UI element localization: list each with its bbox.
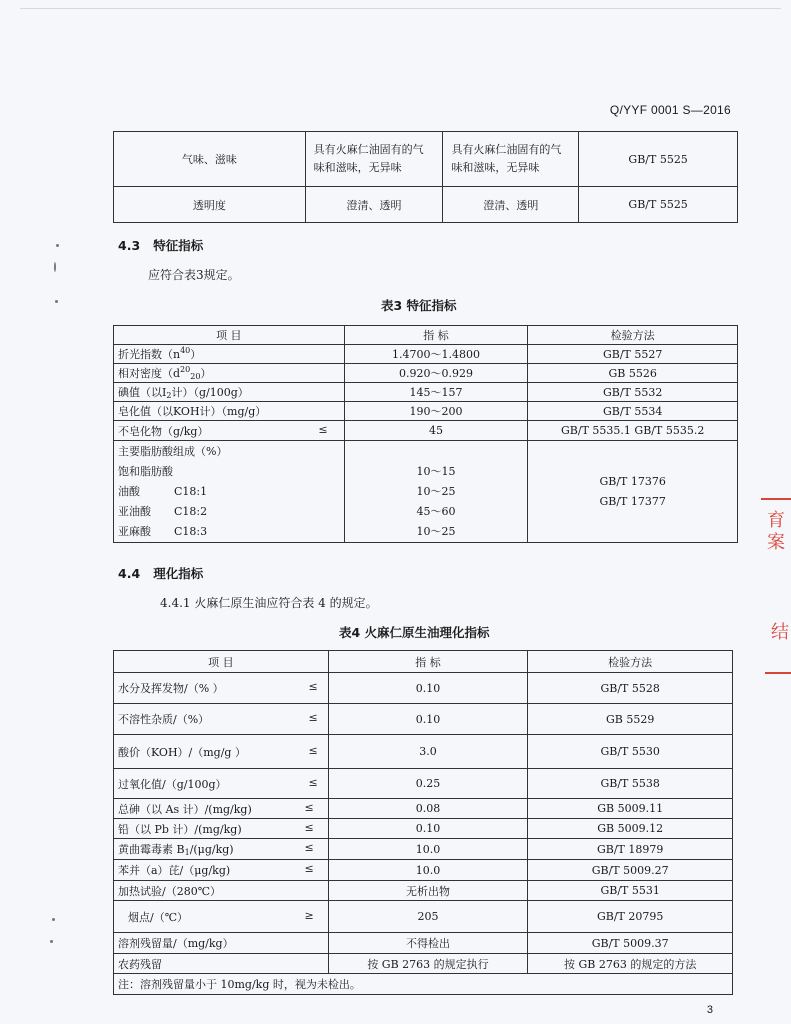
- cell-spec: 3.0: [328, 735, 528, 769]
- cell-spec: 190～200: [344, 402, 528, 421]
- cell-item: 皂化值（以KOH计）（mg/g）: [114, 402, 345, 421]
- scan-speck: [55, 300, 58, 303]
- section-heading-4-3: [118, 236, 203, 254]
- scan-speck: [54, 262, 56, 272]
- cell-spec: 10.0: [328, 839, 528, 860]
- cell-spec: 10～15 10～25 45～60 10～25: [344, 441, 528, 543]
- cell-item: 黄曲霉毒素 $B_1/(\mu g/kg)$ ≤: [114, 839, 329, 860]
- table-row: [114, 799, 733, 819]
- cell-spec: 0.10: [328, 819, 528, 839]
- section-text-4-4-1: 4.4.1 火麻仁原生油应符合表 4 的规定。: [160, 596, 378, 610]
- cell-method: GB/T 5532: [528, 383, 738, 402]
- table-row: [114, 901, 733, 933]
- cell-method: GB/T 5525: [579, 187, 738, 223]
- cell-item: 总砷（以 As 计）/(mg/kg) ≤: [114, 799, 329, 819]
- cell-item: 苯并（a）芘/（μg/kg) ≤: [114, 860, 329, 881]
- limit-symbol: ≤: [318, 422, 328, 436]
- cell-spec: 45: [344, 421, 528, 441]
- cell-method: GB/T 5009.27: [528, 860, 733, 881]
- cell-spec: 145～157: [344, 383, 528, 402]
- table-top-continuation: [113, 131, 738, 223]
- cell-method: GB/T 5528: [528, 673, 733, 704]
- section-title: 特征指标: [153, 238, 204, 253]
- table-row: [114, 187, 738, 223]
- cell-item: 酸价（KOH）/（mg/g ） ≤: [114, 735, 329, 769]
- table-row: [114, 860, 733, 881]
- header-method: 检验方法: [528, 326, 738, 345]
- table-row: [114, 839, 733, 860]
- table-header-row: [114, 326, 738, 345]
- cell-spec: 10.0: [328, 860, 528, 881]
- table-header-row: [114, 651, 733, 673]
- table4-caption: 表4 火麻仁原生油理化指标: [339, 625, 490, 640]
- table-row: [114, 402, 738, 421]
- cell-spec: 具有火麻仁油固有的气味和滋味，无异味: [443, 132, 579, 187]
- cell-item: 烟点/（℃） ≥: [114, 901, 329, 933]
- cell-method: GB 5009.11: [528, 799, 733, 819]
- cell-method: GB 5529: [528, 704, 733, 735]
- section-heading-4-4: [118, 564, 203, 582]
- section-text: 应符合表3规定。: [148, 268, 240, 282]
- table3: [113, 325, 738, 543]
- table-row: [114, 819, 733, 839]
- header-method: 检验方法: [528, 651, 733, 673]
- cell-method: GB/T 5535.1 GB/T 5535.2: [528, 421, 738, 441]
- table-row: [114, 364, 738, 383]
- cell-method: GB/T 5527: [528, 345, 738, 364]
- page-number: 3: [706, 1004, 713, 1016]
- table-row: [114, 132, 738, 187]
- cell-method: GB/T 18979: [528, 839, 733, 860]
- table-row: [114, 345, 738, 364]
- cell-item: 不皂化物（g/kg） ≤: [114, 421, 345, 441]
- table-row: [114, 704, 733, 735]
- cell-item: 不溶性杂质/（%） ≤: [114, 704, 329, 735]
- cell-item: 相对密度$(d^{20}_{20})$: [114, 364, 345, 383]
- scan-speck: [50, 940, 53, 943]
- table-row: [114, 673, 733, 704]
- cell-spec: 不得检出: [328, 933, 528, 954]
- cell-item: 过氧化值/（g/100g） ≤: [114, 769, 329, 799]
- cell-item: 透明度: [114, 187, 306, 223]
- table-row: [114, 769, 733, 799]
- cell-item: 农药残留: [114, 954, 329, 974]
- table3-caption: 表3 特征指标: [381, 298, 457, 313]
- cell-method: GB/T 5534: [528, 402, 738, 421]
- cell-item: 加热试验/（280℃）: [114, 881, 329, 901]
- table-note: 注：溶剂残留量小于 10mg/kg 时，视为未检出。: [114, 974, 733, 995]
- fatty-title: 主要脂肪酸组成（%）: [118, 445, 228, 458]
- stamp-fragment: 育 案: [761, 498, 791, 628]
- fatty-row: 饱和脂肪酸: [118, 465, 173, 478]
- table-row: [114, 881, 733, 901]
- cell-spec: 0.10: [328, 704, 528, 735]
- table-note-row: [114, 974, 733, 995]
- table-row: [114, 735, 733, 769]
- cell-method: GB 5009.12: [528, 819, 733, 839]
- cell-item: [114, 441, 345, 543]
- cell-method: GB/T 5009.37: [528, 933, 733, 954]
- cell-spec: 按 GB 2763 的规定执行: [328, 954, 528, 974]
- cell-spec: 0.920～0.929: [344, 364, 528, 383]
- cell-method: GB/T 5525: [579, 132, 738, 187]
- cell-spec: 205: [328, 901, 528, 933]
- header-spec: 指 标: [328, 651, 528, 673]
- table-row: [114, 383, 738, 402]
- section-number: 4.4: [118, 566, 141, 581]
- cell-spec: 1.4700～1.4800: [344, 345, 528, 364]
- cell-spec: 0.08: [328, 799, 528, 819]
- fatty-row: 亚油酸 C18:2: [118, 505, 208, 518]
- cell-spec: 0.10: [328, 673, 528, 704]
- fatty-row: 油酸 C18:1: [118, 485, 208, 498]
- scan-speck: [56, 244, 59, 247]
- cell-method: GB/T 17376 GB/T 17377: [528, 441, 738, 543]
- table-row: [114, 933, 733, 954]
- cell-item: 溶剂残留量/（mg/kg）: [114, 933, 329, 954]
- cell-item: 水分及挥发物/（% ） ≤: [114, 673, 329, 704]
- table4: [113, 650, 733, 995]
- header-spec: 指 标: [344, 326, 528, 345]
- table-row: [114, 954, 733, 974]
- header-item: 项 目: [114, 326, 345, 345]
- cell-spec: 无析出物: [328, 881, 528, 901]
- cell-method: GB 5526: [528, 364, 738, 383]
- table-row-fatty-acids: [114, 441, 738, 543]
- cell-spec: 具有火麻仁油固有的气味和滋味，无异味: [305, 132, 443, 187]
- scan-edge: [20, 8, 781, 15]
- scan-speck: [52, 918, 55, 921]
- section-number: 4.3: [118, 238, 141, 253]
- cell-spec: 澄清、透明: [305, 187, 443, 223]
- cell-method: GB/T 5531: [528, 881, 733, 901]
- cell-method: 按 GB 2763 的规定的方法: [528, 954, 733, 974]
- cell-item: 铅（以 Pb 计）/(mg/kg) ≤: [114, 819, 329, 839]
- cell-method: GB/T 20795: [528, 901, 733, 933]
- cell-spec: 0.25: [328, 769, 528, 799]
- document-code: Q/YYF 0001 S—2016: [609, 103, 731, 117]
- cell-item: 气味、滋味: [114, 132, 306, 187]
- table-row: [114, 421, 738, 441]
- cell-item: 碘值（以$I_2$计）（g/100g）: [114, 383, 345, 402]
- section-title: 理化指标: [153, 566, 204, 581]
- cell-method: GB/T 5530: [528, 735, 733, 769]
- fatty-row: 亚麻酸 C18:3: [118, 525, 208, 538]
- stamp-fragment-lower: 结: [765, 610, 791, 680]
- cell-spec: 澄清、透明: [443, 187, 579, 223]
- cell-method: GB/T 5538: [528, 769, 733, 799]
- header-item: 项 目: [114, 651, 329, 673]
- cell-item: 折光指数$(n^{40})$: [114, 345, 345, 364]
